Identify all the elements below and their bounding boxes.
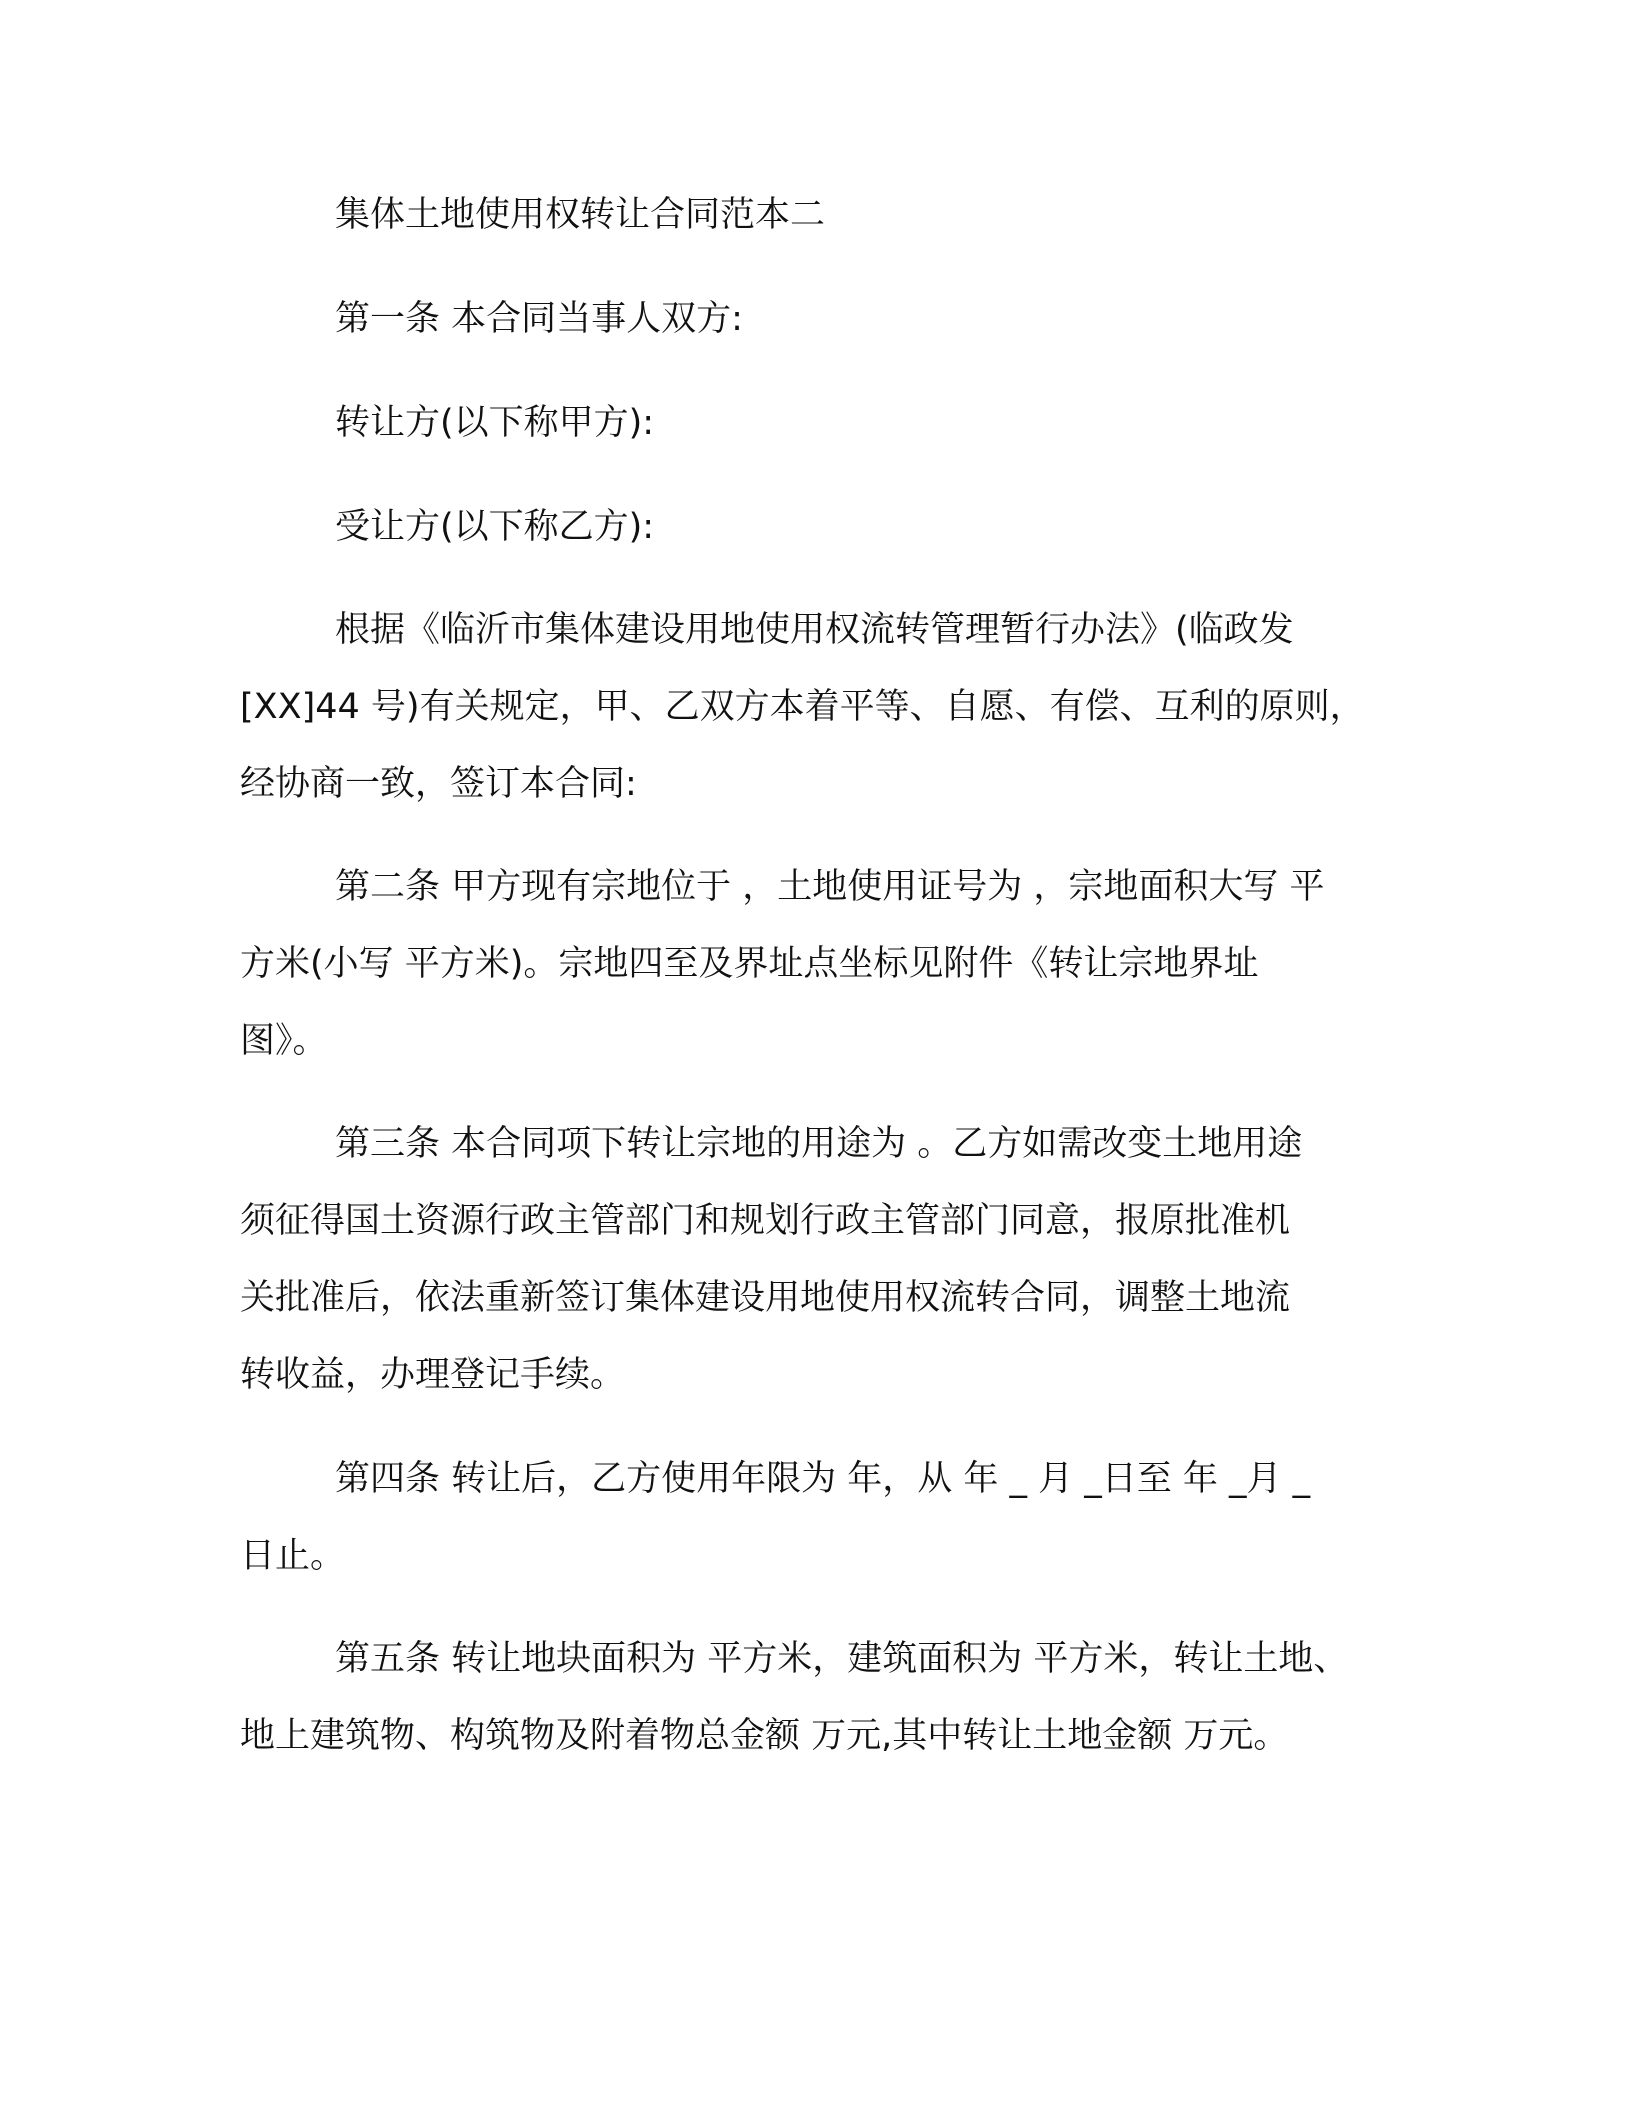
basis-line-1: 根据《临沂市集体建设用地使用权流转管理暂行办法》(临政发 xyxy=(335,610,1294,650)
article-3-line-2: 须征得国土资源行政主管部门和规划行政主管部门同意，报原批准机 xyxy=(240,1201,1291,1241)
basis-line-2: [XX]44 号)有关规定，甲、乙双方本着平等、自愿、有偿、互利的原则， xyxy=(240,687,1365,727)
document-title: 集体土地使用权转让合同范本二 xyxy=(335,195,826,235)
transferee-line: 受让方(以下称乙方): xyxy=(335,507,655,547)
transferor-line: 转让方(以下称甲方): xyxy=(335,403,655,443)
article-2-line-1: 第二条 甲方现有宗地位于 ，土地使用证号为 ，宗地面积大写 平 xyxy=(335,867,1325,907)
article-2-line-3: 图》。 xyxy=(240,1021,328,1061)
article-5-line-2: 地上建筑物、构筑物及附着物总金额 万元,其中转让土地金额 万元。 xyxy=(240,1716,1289,1756)
article-1-heading: 第一条 本合同当事人双方: xyxy=(335,299,743,339)
article-3-line-1: 第三条 本合同项下转让宗地的用途为 。乙方如需改变土地用途 xyxy=(335,1124,1303,1164)
article-4-line-1: 第四条 转让后，乙方使用年限为 年，从 年 _ 月 _日至 年 _月 _ xyxy=(335,1459,1311,1499)
article-3-line-4: 转收益，办理登记手续。 xyxy=(240,1355,626,1395)
article-4-line-2: 日止。 xyxy=(240,1536,346,1576)
article-3-line-3: 关批准后，依法重新签订集体建设用地使用权流转合同，调整土地流 xyxy=(240,1278,1291,1318)
article-2-line-2: 方米(小写 平方米)。宗地四至及界址点坐标见附件《转让宗地界址 xyxy=(240,944,1259,984)
article-5-line-1: 第五条 转让地块面积为 平方米，建筑面积为 平方米，转让土地、 xyxy=(335,1639,1349,1679)
basis-line-3: 经协商一致，签订本合同: xyxy=(240,764,637,804)
